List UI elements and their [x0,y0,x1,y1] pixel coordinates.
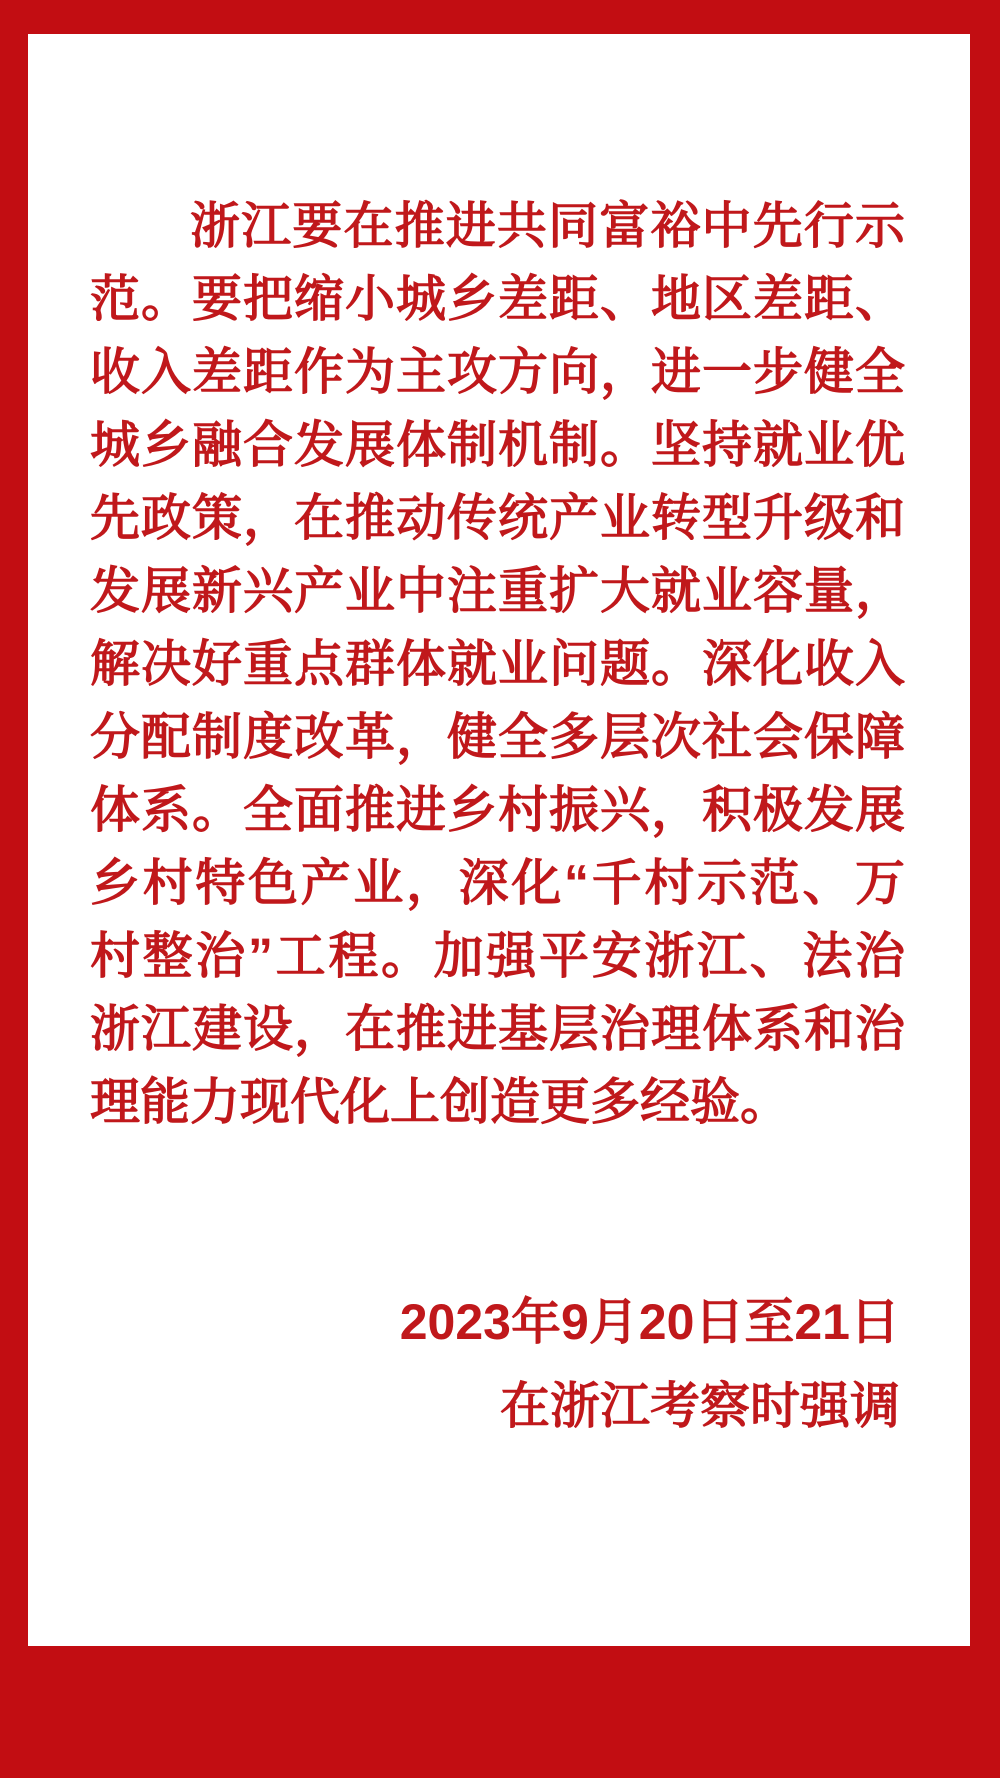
quote-line: 收入差距作为主攻方向，进一步健全 [90,344,905,400]
quote-line: 体系。全面推进乡村振兴，积极发展 [90,782,905,838]
quote-line: 浙江要在推进共同富裕中先行示 [190,198,905,254]
quote-paragraph [28,34,960,1139]
quote-line: 分配制度改革，健全多层次社会保障 [90,709,905,765]
attribution [28,1280,970,1448]
quote-line: 先政策，在推动传统产业转型升级和 [90,490,905,546]
attribution-occasion: 在浙江考察时强调 [500,1378,900,1434]
quote-line: 解决好重点群体就业问题。深化收入 [90,636,905,692]
quote-line: 浙江建设，在推进基层治理体系和治 [90,1001,905,1057]
white-card [28,34,970,1646]
quote-line: 理能力现代化上创造更多经验。 [90,1074,790,1130]
quote-line: 城乡融合发展体制机制。坚持就业优 [90,417,905,473]
quote-line: 乡村特色产业，深化“千村示范、万 [90,855,905,911]
quote-line: 发展新兴产业中注重扩大就业容量， [90,563,905,619]
quote-line: 村整治”工程。加强平安浙江、法治 [90,928,905,984]
quote-line: 范。要把缩小城乡差距、地区差距、 [90,271,905,327]
attribution-date: 2023年9月20日至21日 [399,1294,900,1350]
